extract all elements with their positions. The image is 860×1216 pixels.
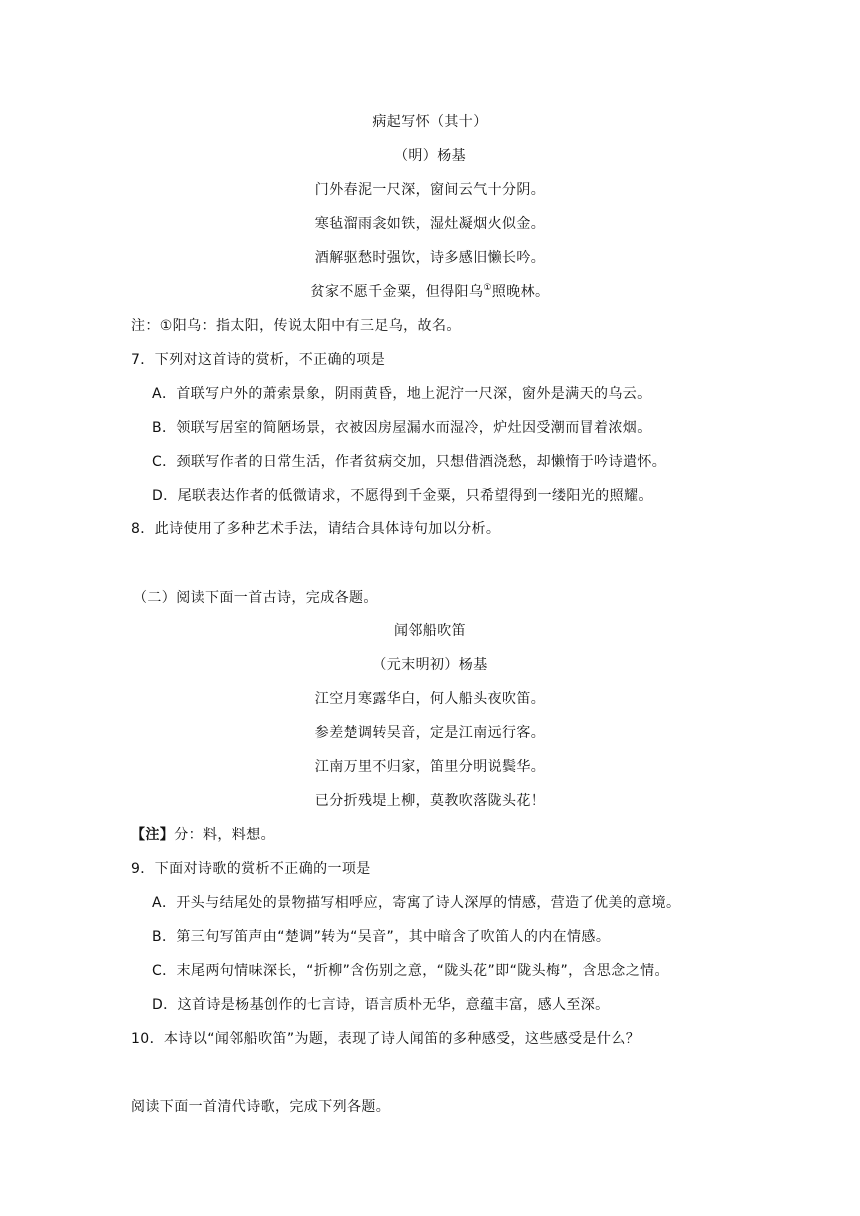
poem2-note-label: 【注】 — [131, 827, 175, 843]
poem1-line-4-after: 照晚林。 — [491, 284, 550, 300]
poem1-note: 注：①阳乌：指太阳，传说太阳中有三足乌，故名。 — [131, 318, 461, 334]
poem2-line-3: 江南万里不归家，笛里分明说鬓华。 — [314, 759, 546, 775]
question-7-option-d: D．尾联表达作者的低微请求，不愿得到千金粟，只希望得到一缕阳光的照耀。 — [152, 488, 653, 504]
question-7-option-b: B．领联写居室的简陋场景，衣被因房屋漏水而湿冷，炉灶因受潮而冒着浓烟。 — [152, 420, 652, 436]
question-7-option-a: A．首联写户外的萧索景象，阴雨黄昏，地上泥泞一尺深，窗外是满天的乌云。 — [152, 386, 652, 402]
footnote-marker: ① — [483, 283, 492, 293]
section-2-heading: （二）阅读下面一首古诗，完成各题。 — [133, 590, 378, 606]
question-7-option-c: C．颈联写作者的日常生活，作者贫病交加，只想借酒浇愁，却懒惰于吟诗遣怀。 — [152, 454, 667, 470]
poem1-title: 病起写怀（其十） — [372, 114, 488, 130]
poem1-line-2: 寒毡溜雨衾如铁，湿灶凝烟火似金。 — [314, 216, 546, 232]
poem1-line-1: 门外春泥一尺深，窗间云气十分阴。 — [314, 182, 546, 198]
poem2-line-1: 江空月寒露华白，何人船头夜吹笛。 — [314, 691, 546, 707]
poem1-line-3: 酒解驱愁时强饮，诗多感旧懒长吟。 — [314, 250, 546, 266]
question-9-option-c: C．末尾两句情味深长，“折柳”含伤别之意，“陇头花”即“陇头梅”，含思念之情。 — [152, 963, 669, 979]
poem2-title: 闻邻船吹笛 — [394, 623, 466, 639]
question-9-stem: 9．下面对诗歌的赏析不正确的一项是 — [131, 861, 371, 877]
question-7-stem: 7．下列对这首诗的赏析，不正确的项是 — [131, 352, 386, 368]
poem1-line-4 — [0, 282, 860, 302]
question-9-option-d: D．这首诗是杨基创作的七言诗，语言质朴无华，意蕴丰富，感人至深。 — [152, 997, 610, 1013]
question-8-stem: 8．此诗使用了多种艺术手法，请结合具体诗句加以分析。 — [131, 521, 501, 537]
poem2-line-2: 参差楚调转吴音，定是江南远行客。 — [314, 725, 546, 741]
question-9-option-a: A．开头与结尾处的景物描写相呼应，寄寓了诗人深厚的情感，营造了优美的意境。 — [152, 895, 681, 911]
question-9-option-b: B．第三句写笛声由“楚调”转为“吴音”，其中暗含了吹笛人的内在情感。 — [152, 929, 611, 945]
poem2-note — [131, 825, 275, 845]
poem2-author: （元末明初）杨基 — [372, 657, 488, 673]
poem2-note-text: 分：料，料想。 — [174, 827, 276, 843]
poem1-line-4-before: 贫家不愿千金粟，但得阳乌 — [310, 284, 484, 300]
poem2-line-4: 已分折残堤上柳，莫教吹落陇头花！ — [314, 793, 546, 809]
section-3-heading: 阅读下面一首清代诗歌，完成下列各题。 — [131, 1099, 391, 1115]
question-10-stem: 10．本诗以“闻邻船吹笛”为题，表现了诗人闻笛的多种感受，这些感受是什么？ — [131, 1031, 641, 1047]
poem1-author: （明）杨基 — [394, 148, 466, 164]
